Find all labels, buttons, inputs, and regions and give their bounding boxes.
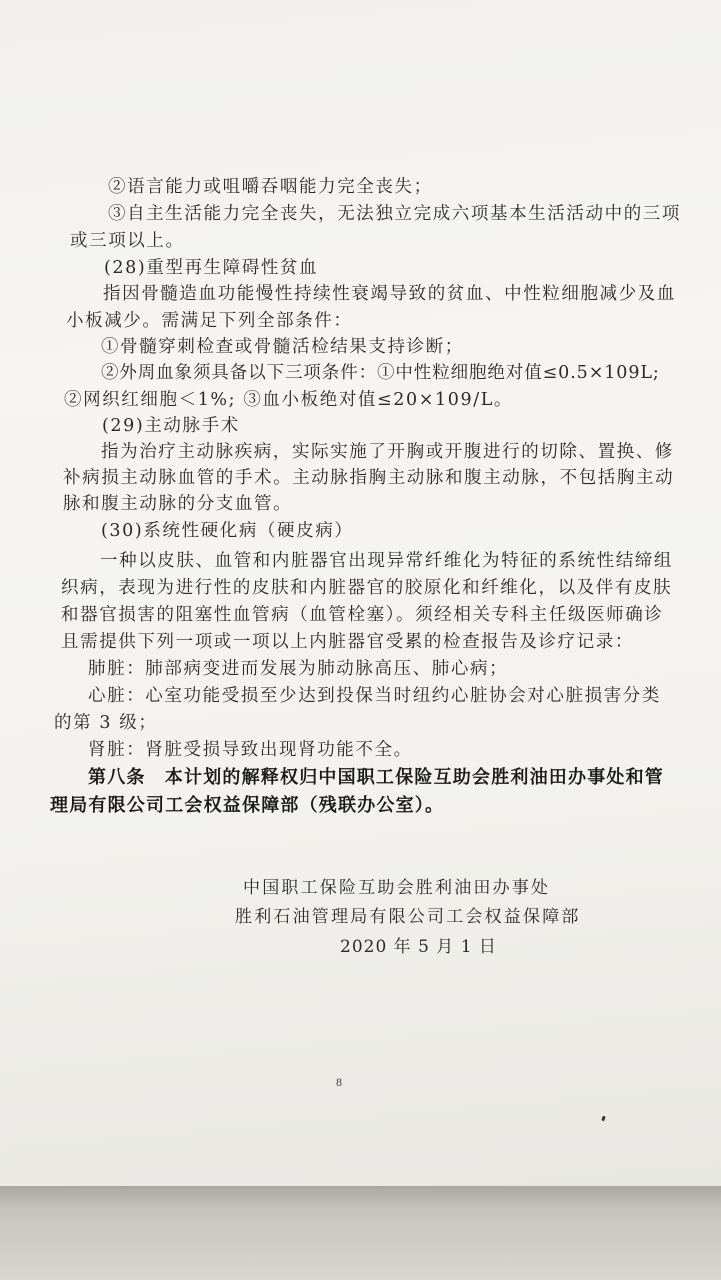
text-line: ②外周血象须具备以下三项条件：①中性粒细胞绝对值≤0.5×109L; <box>101 363 660 383</box>
article-8-line-2: 理局有限公司工会权益保障部（残联办公室）。 <box>50 795 445 816</box>
text-line: 或三项以上。 <box>70 231 185 251</box>
page-number: 8 <box>336 1075 342 1089</box>
text-line: 肾脏：肾脏受损导致出现肾功能不全。 <box>88 740 413 760</box>
text-line: 一种以皮肤、血管和内脏器官出现异常纤维化为特征的系统性结缔组 <box>100 551 673 571</box>
text-line: 指为治疗主动脉疾病，实际实施了开胸或开腹进行的切除、置换、修 <box>101 442 674 462</box>
text-line: 小板减少。需满足下列全部条件： <box>66 311 353 331</box>
text-line: 和器官损害的阻塞性血管病（血管栓塞）。须经相关专科主任级医师确诊 <box>61 605 664 625</box>
text-line: 织病，表现为进行性的皮肤和内脏器官的胶原化和纤维化，以及伴有皮肤 <box>61 578 673 598</box>
text-line: ①骨髓穿刺检查或骨髓活检结果支持诊断； <box>101 337 464 357</box>
text-line: 心脏：心室功能受损至少达到投保当时纽约心脏协会对心脏损害分类 <box>88 686 661 706</box>
text-line: 肺脏：肺部病变进而发展为肺动脉高压、肺心病； <box>88 659 509 679</box>
text-line: 脉和腹主动脉的分支血管。 <box>63 494 293 514</box>
text-line: ②网织红细胞＜1%; ③血小板绝对值≤20×109/L。 <box>64 390 514 410</box>
text-line: 补病损主动脉血管的手术。主动脉指胸主动脉和腹主动脉，不包括胸主动 <box>63 468 675 488</box>
section-heading-28: (28)重型再生障碍性贫血 <box>104 258 319 278</box>
signature-org-1: 中国职工保险互助会胜利油田办事处 <box>243 878 551 898</box>
section-heading-29: (29)主动脉手术 <box>102 416 240 436</box>
table-surface <box>0 1186 721 1280</box>
text-line: 指因骨髓造血功能慢性持续性衰竭导致的贫血、中性粒细胞减少及血 <box>103 284 676 304</box>
signature-date: 2020 年 5 月 1 日 <box>340 937 497 957</box>
text-line: 且需提供下列一项或一项以上内脏器官受累的检查报告及诊疗记录： <box>61 632 634 652</box>
signature-org-2: 胜利石油管理局有限公司工会权益保障部 <box>235 907 581 927</box>
article-8-line-1: 第八条 本计划的解释权归中国职工保险互助会胜利油田办事处和管 <box>88 767 664 788</box>
text-line: ③自主生活能力完全丧失，无法独立完成六项基本生活活动中的三项 <box>108 204 681 224</box>
text-line: ②语言能力或咀嚼吞咽能力完全丧失； <box>108 177 433 197</box>
text-line: 的第 3 级； <box>54 713 158 733</box>
section-heading-30: (30)系统性硬化病（硬皮病） <box>101 521 354 541</box>
